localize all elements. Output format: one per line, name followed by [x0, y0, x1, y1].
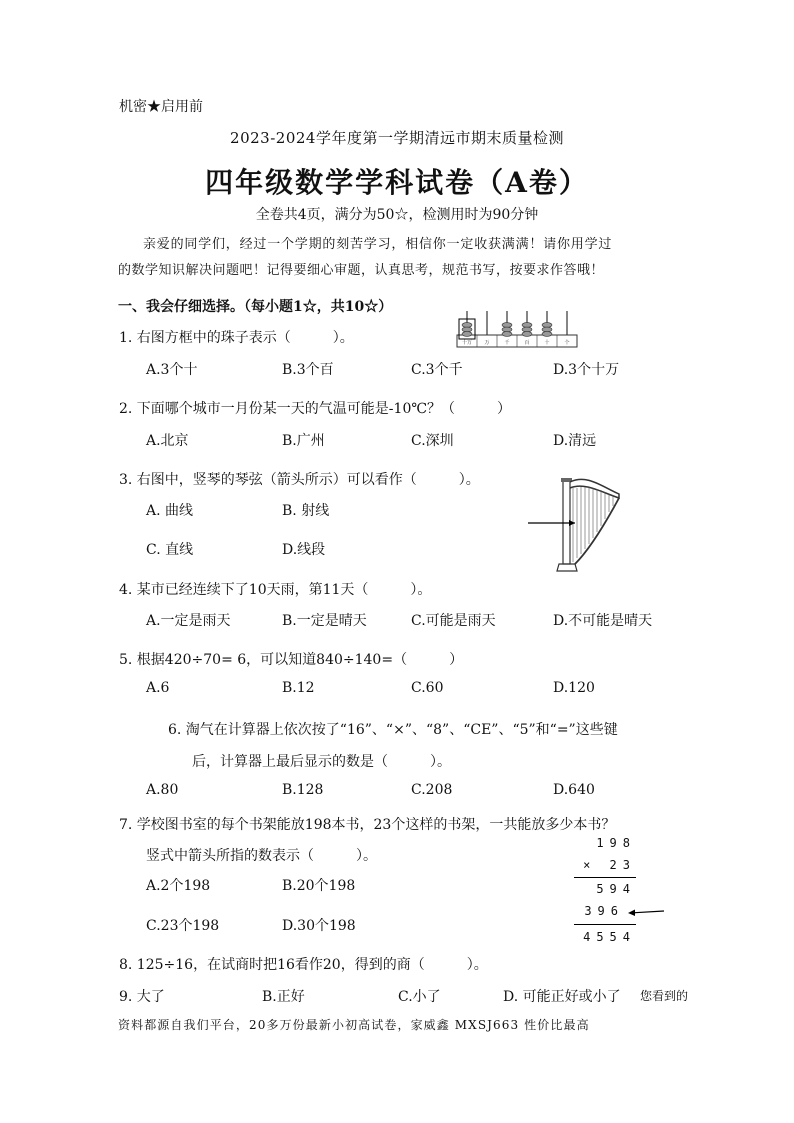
abacus-label-0: 十万: [461, 340, 473, 346]
q7-option-b: B.20个198: [282, 878, 356, 894]
calc-row-2: × 23: [583, 858, 636, 872]
page-title: 四年级数学学科试卷（A卷）: [205, 166, 589, 199]
q9-trailing-text: 您看到的: [640, 989, 689, 1003]
calc-arrow: [626, 906, 666, 920]
q9-option-d: D. 可能正好或小了: [503, 989, 621, 1005]
q3-option-c: C. 直线: [146, 542, 194, 558]
q2-option-a: A.北京: [146, 433, 189, 449]
abacus-label-2: 千: [504, 340, 510, 346]
q6-option-b: B.128: [282, 782, 324, 798]
q6-option-a: A.80: [146, 782, 179, 798]
intro-line-2: 的数学知识解决问题吧！记得要细心审题，认真思考，规范书写，按要求作答哦！: [118, 263, 605, 278]
calc-row-3: 594: [596, 882, 636, 896]
q1-option-c: C.3个千: [411, 362, 463, 378]
question-6-stem-line-2: 后，计算器上最后显示的数是（ ）。: [192, 754, 451, 770]
confidential-mark: 机密★启用前: [119, 99, 203, 115]
q1-option-a: A.3个十: [146, 362, 198, 378]
q5-option-a: A.6: [146, 680, 170, 696]
q7-option-a: A.2个198: [146, 878, 211, 894]
harp-figure: [525, 472, 625, 574]
q9-option-b: B.正好: [262, 989, 305, 1005]
question-5-stem: 5. 根据420÷70= 6，可以知道840÷140=（ ）: [119, 652, 464, 668]
abacus-figure: [455, 305, 580, 350]
abacus-label-1: 万: [484, 340, 490, 346]
question-2-stem: 2. 下面哪个城市一月份某一天的气温可能是-10℃？（ ）: [119, 401, 512, 417]
q3-option-d: D.线段: [282, 542, 326, 558]
intro-line-1: 亲爱的同学们，经过一个学期的刻苦学习，相信你一定收获满满！请你用学过: [143, 237, 613, 252]
exam-info: 全卷共4页，满分为50☆，检测用时为90分钟: [255, 207, 539, 223]
q4-option-a: A.一定是雨天: [146, 613, 231, 629]
question-9-line: 9. 大了: [119, 989, 165, 1005]
abacus-label-3: 百: [524, 340, 530, 346]
q5-option-b: B.12: [282, 680, 315, 696]
question-1-stem: 1. 右图方框中的珠子表示（ ）。: [119, 330, 354, 346]
question-3-stem: 3. 右图中，竖琴的琴弦（箭头所示）可以看作（ ）。: [119, 472, 480, 488]
calc-row-4: 396: [584, 904, 624, 918]
section-heading: 一、我会仔细选择。（每小题1☆，共10☆）: [118, 299, 393, 315]
q1-option-b: B.3个百: [282, 362, 334, 378]
calc-row-5: 4554: [583, 930, 636, 944]
q2-option-b: B.广州: [282, 433, 325, 449]
question-4-stem: 4. 某市已经连续下了10天雨，第11天（ ）。: [119, 582, 432, 598]
abacus-label-4: 十: [544, 340, 550, 346]
q5-option-c: C.60: [411, 680, 444, 696]
q7-option-c: C.23个198: [146, 918, 220, 934]
q2-option-c: C.深圳: [411, 433, 454, 449]
calc-row-1: 198: [596, 836, 636, 850]
abacus-label-5: 个: [564, 340, 570, 346]
question-8-stem: 8. 125÷16，在试商时把16看作20，得到的商（ ）。: [119, 957, 488, 973]
q4-option-d: D.不可能是晴天: [553, 613, 653, 629]
q1-option-d: D.3个十万: [553, 362, 620, 378]
question-7-stem-line-1: 7. 学校图书室的每个书架能放198本书，23个这样的书架，一共能放多少本书？: [119, 817, 616, 833]
footer-line: 资料都源自我们平台，20多万份最新小初高试卷，家威鑫 MXSJ663 性价比最高: [118, 1018, 590, 1032]
calculation-figure: [570, 836, 670, 946]
q2-option-d: D.清远: [553, 433, 597, 449]
q7-option-d: D.30个198: [282, 918, 356, 934]
calc-rule-1: [574, 877, 636, 878]
q3-option-b: B. 射线: [282, 503, 330, 519]
q5-option-d: D.120: [553, 680, 595, 696]
q3-option-a: A. 曲线: [146, 503, 194, 519]
q6-option-d: D.640: [553, 782, 595, 798]
q6-option-c: C.208: [411, 782, 453, 798]
q9-option-c: C.小了: [398, 989, 441, 1005]
question-7-stem-line-2: 竖式中箭头所指的数表示（ ）。: [146, 848, 377, 864]
calc-rule-2: [574, 924, 636, 925]
q4-option-b: B.一定是晴天: [282, 613, 367, 629]
question-6-stem-line-1: 6. 淘气在计算器上依次按了“16”、“×”、“8”、“CE”、“5”和“=”这些键: [168, 722, 618, 738]
exam-subtitle: 2023-2024学年度第一学期清远市期末质量检测: [230, 129, 564, 147]
q4-option-c: C.可能是雨天: [411, 613, 496, 629]
